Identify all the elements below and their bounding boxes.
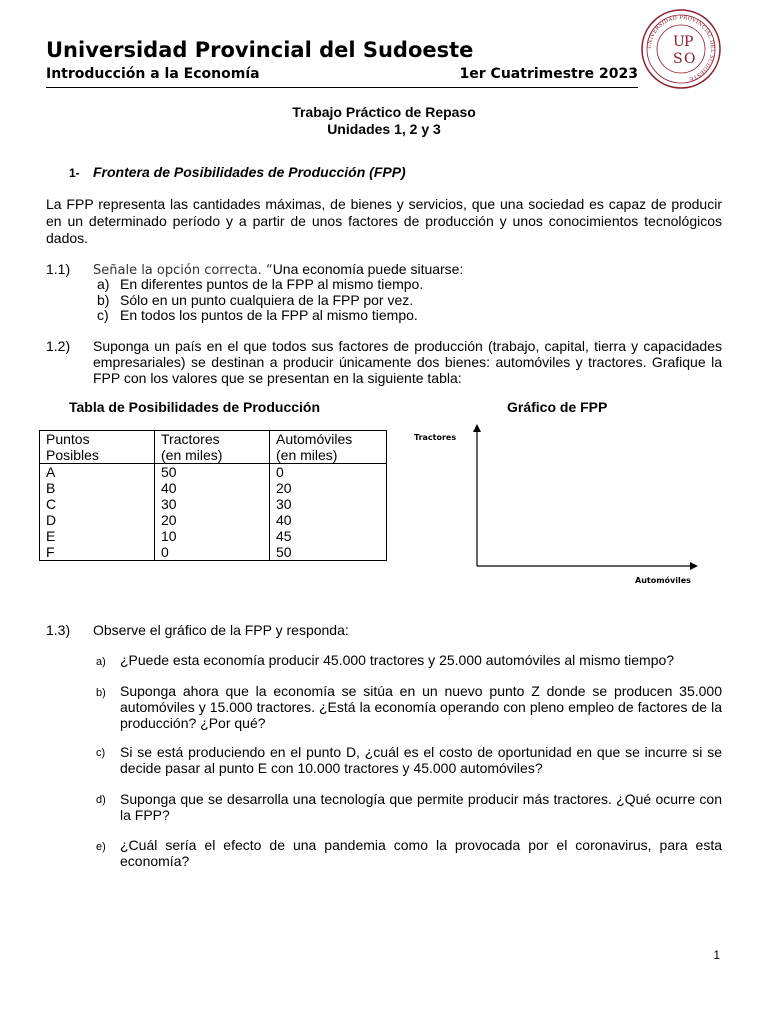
table-header: Automóviles (en miles) xyxy=(270,431,387,464)
y-axis-label: Tractores xyxy=(414,433,457,442)
section-number: 1- xyxy=(69,166,80,180)
question-text: Observe el gráfico de la FPP y responda: xyxy=(93,622,349,638)
option-letter: c) xyxy=(97,307,109,323)
svg-text:O: O xyxy=(684,51,696,67)
item-letter: d) xyxy=(96,794,106,806)
section-title: Frontera de Posibilidades de Producción (FPP) xyxy=(93,164,406,180)
item-text: Suponga ahora que la economía se sitúa en un nuevo punto Z donde se producen 35.000 automóviles y 15.000 tractores. ¿Está la economía operando con pleno empleo de factores de la producción? ¿Por qué? xyxy=(120,683,722,731)
table-cell: C xyxy=(40,496,155,512)
document-title: Trabajo Práctico de Repaso xyxy=(292,104,476,120)
table-title: Tabla de Posibilidades de Producción xyxy=(69,399,321,415)
page-number: 1 xyxy=(713,948,720,962)
section-intro: La FPP representa las cantidades máximas, de bienes y servicios, que una sociedad es capaz de producir en un determinado período y a partir de unos factores de producción y unos conocimientos tecnológicos dados. xyxy=(46,196,722,246)
document-subtitle: Unidades 1, 2 y 3 xyxy=(327,121,441,137)
item-letter: b) xyxy=(96,687,106,699)
item-letter: c) xyxy=(96,747,106,759)
question-text: Suponga un país en el que todos sus factores de producción (trabajo, capital, tierra y capacidades empresariales) se destinan a producir únicamente dos bienes: automóviles y tractores. Grafique la FPP con los valores que se presentan en la siguiente tabla: xyxy=(93,338,722,386)
table-cell: 30 xyxy=(270,496,387,512)
table-cell: 45 xyxy=(270,528,387,544)
table-cell: 40 xyxy=(270,512,387,528)
table-cell: 40 xyxy=(155,480,270,496)
production-possibilities-table xyxy=(39,430,387,561)
svg-text:U: U xyxy=(673,34,685,50)
header-divider xyxy=(46,87,638,88)
table-cell: A xyxy=(40,464,155,481)
graph-title: Gráfico de FPP xyxy=(507,399,608,415)
table-header: Puntos Posibles xyxy=(40,431,155,464)
item-text: ¿Puede esta economía producir 45.000 tractores y 25.000 automóviles al mismo tiempo? xyxy=(120,652,675,668)
table-cell: B xyxy=(40,480,155,496)
seal-ring-text: UNIVERSIDAD PROVINCIAL DEL SUDOESTE xyxy=(646,14,716,82)
svg-text:P: P xyxy=(684,34,694,50)
svg-text:S: S xyxy=(673,51,683,67)
item-text: ¿Cuál sería el efecto de una pandemia como la provocada por el coronavirus, para esta economía? xyxy=(120,837,722,869)
question-number: 1.1) xyxy=(46,261,71,277)
question-number: 1.3) xyxy=(46,622,71,638)
table-cell: 50 xyxy=(270,544,387,561)
item-text: Si se está produciendo en el punto D, ¿cuál es el costo de oportunidad en que se incurre si se decide pasar al punto E con 10.000 tractores y 45.000 automóviles? xyxy=(120,744,722,776)
table-cell: D xyxy=(40,512,155,528)
item-letter: a) xyxy=(96,656,106,668)
course-name: Introducción a la Economía xyxy=(46,66,260,82)
option-letter: b) xyxy=(97,292,110,308)
table-cell: E xyxy=(40,528,155,544)
table-cell: 20 xyxy=(270,480,387,496)
table-cell: 30 xyxy=(155,496,270,512)
x-axis-label: Automóviles xyxy=(635,576,691,585)
table-cell: 10 xyxy=(155,528,270,544)
question-instruction: Señale la opción correcta. “ xyxy=(93,263,273,278)
question-number: 1.2) xyxy=(46,338,71,354)
item-text: Suponga que se desarrolla una tecnología que permite producir más tractores. ¿Qué ocurre con la FPP? xyxy=(120,791,722,823)
item-letter: e) xyxy=(96,841,106,853)
option-text: En diferentes puntos de la FPP al mismo tiempo. xyxy=(120,276,424,292)
option-text: En todos los puntos de la FPP al mismo tiempo. xyxy=(120,307,418,323)
table-cell: 50 xyxy=(155,464,270,481)
question-stem-text: Una economía puede situarse: xyxy=(272,261,464,277)
table-cell: 0 xyxy=(270,464,387,481)
table-cell: 0 xyxy=(155,544,270,561)
table-cell: 20 xyxy=(155,512,270,528)
option-letter: a) xyxy=(97,276,110,292)
y-axis-arrow-icon xyxy=(473,424,481,432)
university-name: Universidad Provincial del Sudoeste xyxy=(46,38,474,62)
x-axis-arrow-icon xyxy=(690,562,698,570)
university-seal-logo xyxy=(640,8,722,90)
option-text: Sólo en un punto cualquiera de la FPP por vez. xyxy=(120,292,414,308)
term-label: 1er Cuatrimestre 2023 xyxy=(459,66,638,82)
table-cell: F xyxy=(40,544,155,561)
table-header: Tractores (en miles) xyxy=(155,431,270,464)
fpp-empty-axes xyxy=(465,420,700,570)
